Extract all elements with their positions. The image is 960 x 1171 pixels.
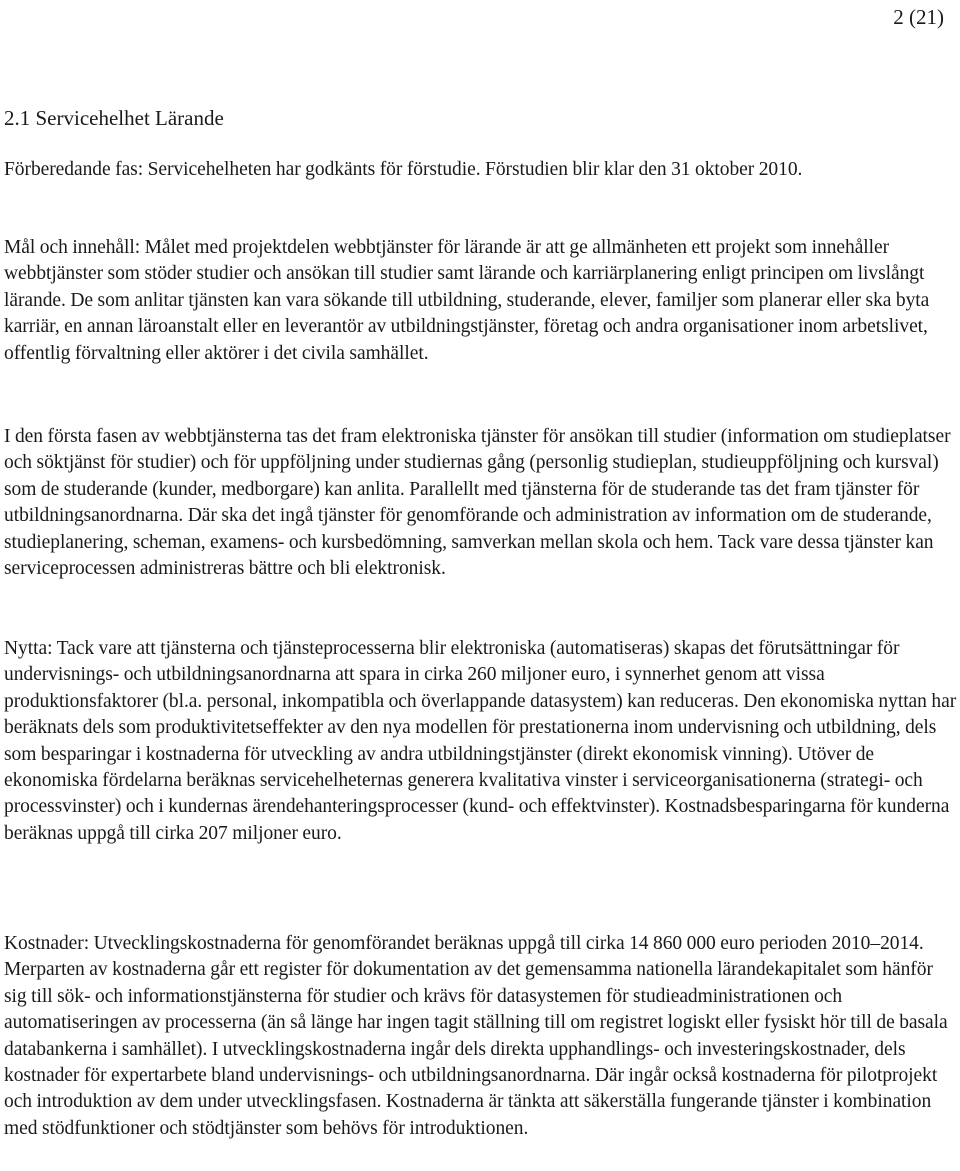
section-heading: 2.1 Servicehelhet Lärande bbox=[4, 106, 224, 130]
paragraph-preparatory-phase: Förberedande fas: Servicehelheten har godkänts för förstudie. Förstudien blir klar den 31 oktober 2010. bbox=[4, 159, 803, 180]
paragraph-benefits: Nytta: Tack vare att tjänsterna och tjänsteprocesserna blir elektroniska (automatiseras) skapas det förutsättningar för undervisnings- och utbildningsanordnarna att spara in cirka 260 miljoner euro, i synnerhet genom att vissa produktionsfaktorer (bl.a. personal, inkompatibla och överlappande datasystem) kan reduceras. Den ekonomiska nyttan har beräknats dels som produktivitetseffekter av den nya modellen för prestationerna inom undervisning och utbildning, dels som besparingar i kostnaderna för utveckling av andra utbildningstjänster (direkt ekonomisk vinning). Utöver de ekonomiska fördelarna beräknas servicehelheternas generera kvalitativa vinster i serviceorganisationerna (strategi- och processvinster) och i kundernas ärendehanteringsprocesser (kund- och effektvinster). Kostnadsbesparingarna för kunderna beräknas uppgå till cirka 207 miljoner euro. bbox=[4, 638, 957, 844]
paragraph-first-phase: I den första fasen av webbtjänsterna tas det fram elektroniska tjänster för ansökan till studier (information om studieplatser och söktjänst för studier) och för uppföljning under studiernas gång (personlig studieplan, studieuppföljning och kursval) som de studerande (kunder, medborgare) kan anlita. Parallellt med tjänsterna för de studerande tas det fram tjänster för utbildningsanordnarna. Där ska det ingå tjänster för genomförande och administration av information om de studerande, studieplanering, scheman, examens- och kursbedömning, samverkan mellan skola och hem. Tack vare dessa tjänster kan serviceprocessen administreras bättre och bli elektronisk. bbox=[4, 426, 951, 580]
page-number: 2 (21) bbox=[893, 5, 944, 29]
paragraph-goals-content: Mål och innehåll: Målet med projektdelen webbtjänster för lärande är att ge allmänheten ett projekt som innehåller webbtjänster som stöder studier och ansökan till studier samt lärande och karriärplanering enligt principen om livslångt lärande. De som anlitar tjänsten kan vara sökande till utbildning, studerande, elever, familjer som planerar eller ska byta karriär, en annan läroanstalt eller en leverantör av utbildningstjänster, företag och andra organisationer inom arbetslivet, offentlig förvaltning eller aktörer i det civila samhället. bbox=[4, 237, 930, 364]
paragraph-costs: Kostnader: Utvecklingskostnaderna för genomförandet beräknas uppgå till cirka 14 860 000 euro perioden 2010–2014. Merparten av kostnaderna går ett register för dokumentation av det gemensamma nationella lärandekapitalet som hänför sig till sök- och informationstjänsterna för studier och krävs för datasystemen för studieadministrationen och automatiseringen av processerna (än så länge har ingen tagit ställning till om registret logiskt eller fysiskt hör till de basala databankerna i samhället). I utvecklingskostnaderna ingår dels direkta upphandlings- och investeringskostnader, dels kostnader för expertarbete bland undervisnings- och utbildningsanordnarna. Där ingår också kostnaderna för pilotprojekt och introduktion av dem under utvecklingsfasen. Kostnaderna är tänkta att säkerställa fungerande tjänster i kombination med stödfunktioner och stödtjänster som behövs för introduktionen. bbox=[4, 933, 948, 1139]
